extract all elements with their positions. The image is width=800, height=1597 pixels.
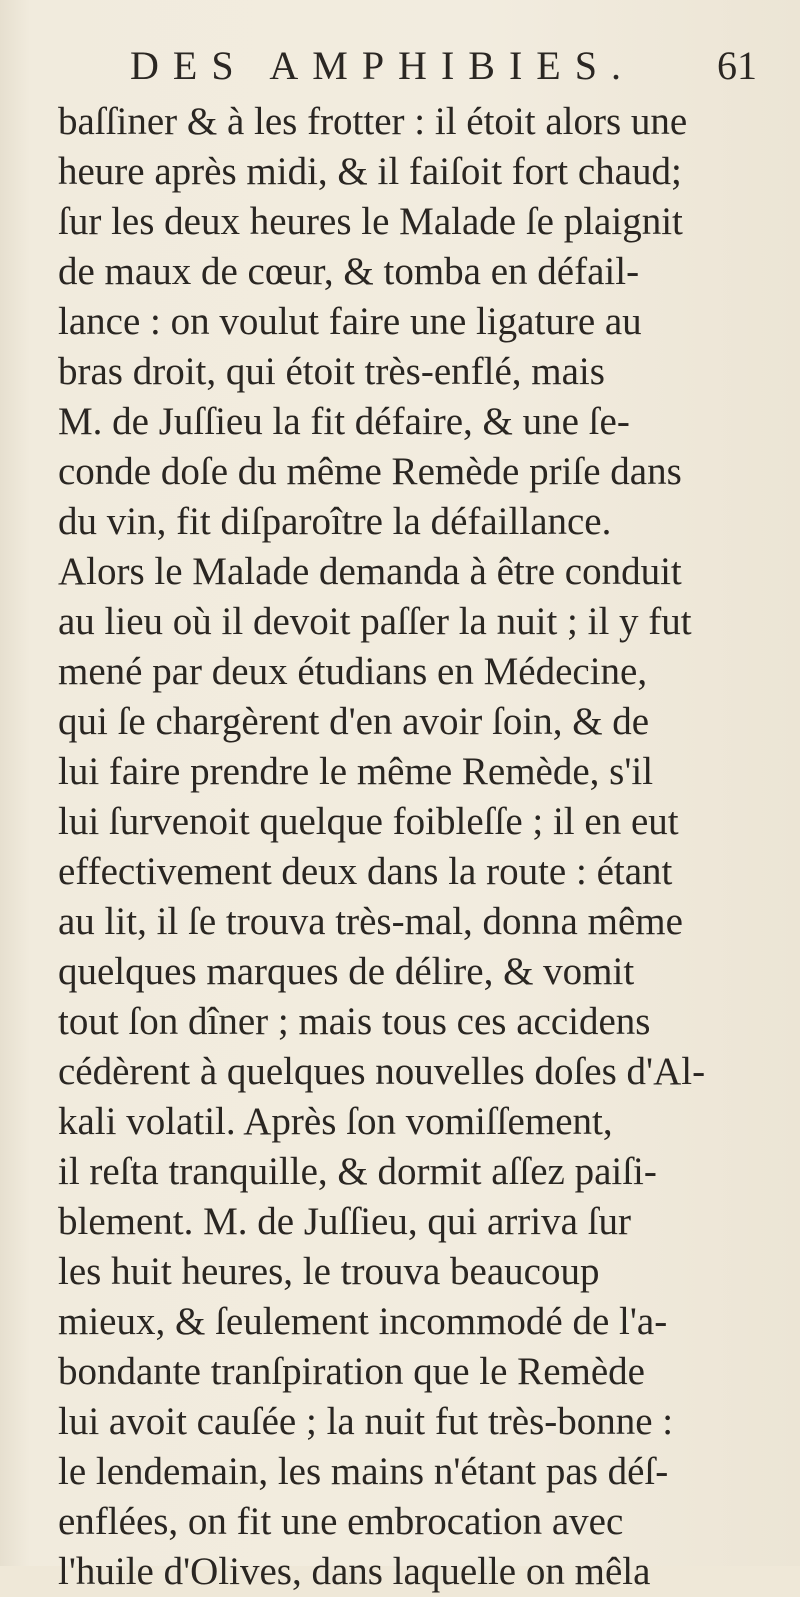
text-line: bras droit, qui étoit très-enflé, mais [58, 350, 605, 393]
text-line: M. de Juſſieu la fit défaire, & une ſe- [58, 400, 630, 443]
text-line: au lit, il ſe trouva très-mal, donna même [58, 900, 683, 943]
text-line: cédèrent à quelques nouvelles doſes d'Al- [58, 1050, 706, 1093]
text-line: lui avoit cauſée ; la nuit fut très-bonne : [58, 1400, 674, 1443]
text-line: lui faire prendre le même Remède, s'il [58, 750, 654, 793]
text-line: au lieu où il devoit paſſer la nuit ; il y fut [58, 600, 692, 643]
text-line: heure après midi, & il faiſoit fort chaud; [58, 150, 682, 193]
text-line: tout ſon dîner ; mais tous ces accidens [58, 1000, 651, 1043]
text-line: du vin, fit diſparoître la défaillance. [58, 500, 612, 543]
text-line: Alors le Malade demanda à être conduit [58, 550, 682, 593]
page-header [0, 42, 800, 92]
text-line: bondante tranſpiration que le Remède [58, 1350, 645, 1393]
text-line: lui ſurvenoit quelque foibleſſe ; il en eut [58, 800, 679, 843]
text-line: blement. M. de Juſſieu, qui arriva ſur [58, 1200, 631, 1243]
body-text [58, 97, 798, 1597]
text-line: enflées, on fit une embrocation avec [58, 1500, 624, 1543]
text-line: qui ſe chargèrent d'en avoir ſoin, & de [58, 700, 650, 743]
text-line: le lendemain, les mains n'étant pas déſ- [58, 1450, 669, 1493]
text-line: de maux de cœur, & tomba en défail- [58, 250, 640, 293]
text-line: les huit heures, le trouva beaucoup [58, 1250, 600, 1293]
text-line: quelques marques de délire, & vomit [58, 950, 635, 993]
text-line: conde doſe du même Remède priſe dans [58, 450, 682, 493]
page-number: 61 [717, 43, 757, 88]
running-head: DES AMPHIBIES. [130, 43, 635, 88]
text-line: baſſiner & à les frotter : il étoit alors une [58, 100, 688, 143]
text-line: effectivement deux dans la route : étant [58, 850, 673, 893]
text-line: kali volatil. Après ſon vomiſſement, [58, 1100, 613, 1143]
text-line: l'huile d'Olives, dans laquelle on mêla [58, 1550, 651, 1593]
text-line: il reſta tranquille, & dormit aſſez paiſi- [58, 1150, 657, 1193]
text-line: mené par deux étudians en Médecine, [58, 650, 648, 693]
text-line: mieux, & ſeulement incommodé de l'a- [58, 1300, 668, 1343]
text-line: ſur les deux heures le Malade ſe plaignit [58, 200, 683, 243]
text-line: lance : on voulut faire une ligature au [58, 300, 642, 343]
